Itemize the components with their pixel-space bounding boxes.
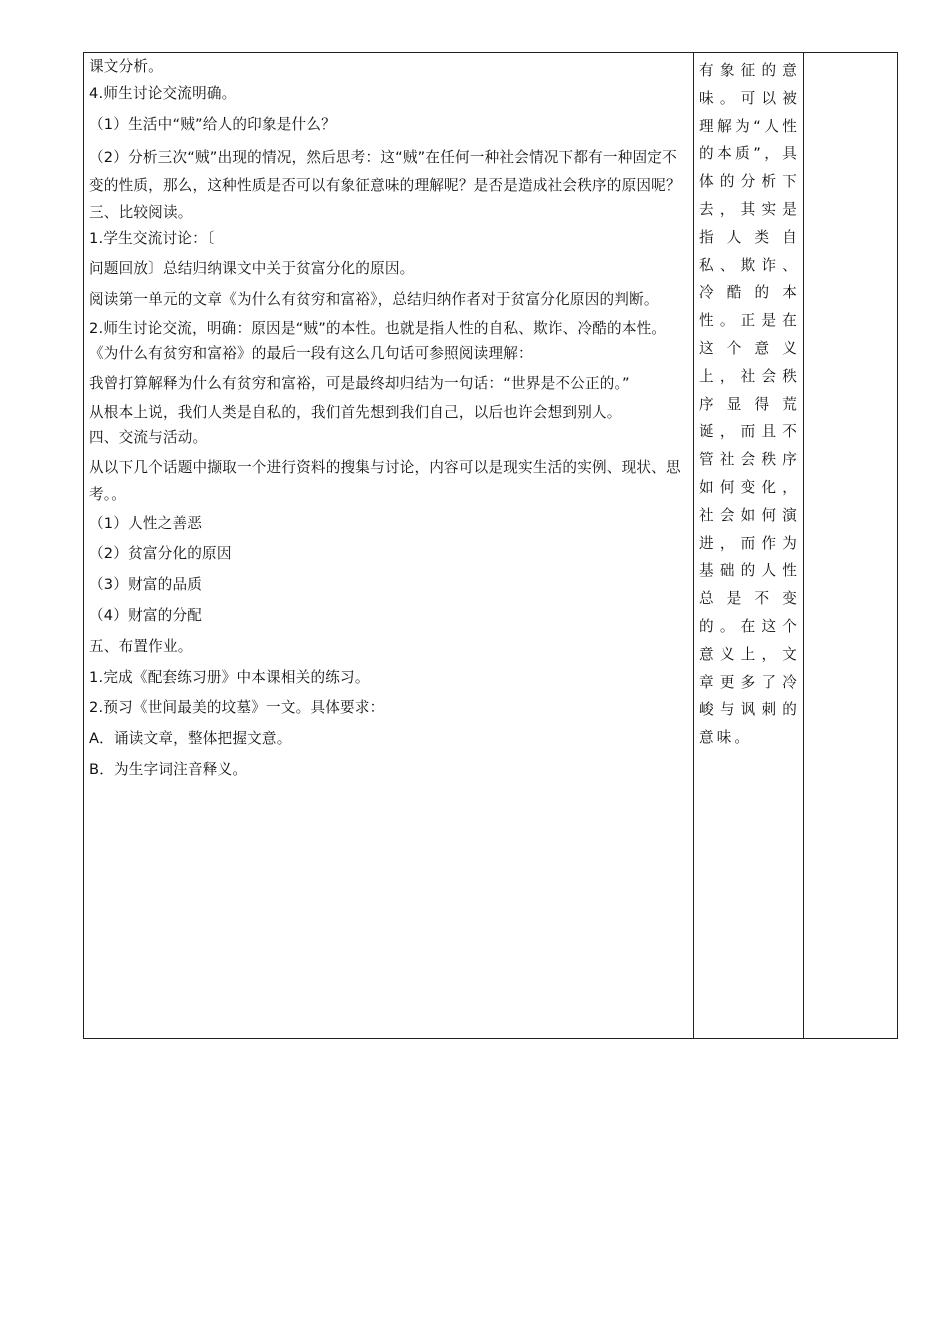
list-item: （3）财富的品质 xyxy=(89,576,203,594)
section-heading: 五、布置作业。 xyxy=(89,637,193,655)
list-item: （1）人性之善恶 xyxy=(89,514,203,532)
text-line: （1）生活中“贼”给人的印象是什么？ xyxy=(89,115,336,133)
text-paragraph: 从以下几个话题中撷取一个进行资料的搜集与讨论，内容可以是现实生活的实例、现状、思考。。 xyxy=(89,458,681,503)
quotation: 我曾打算解释为什么有贫穷和富裕，可是最终却归结为一句话：“世界是不公正的。” xyxy=(89,374,630,392)
design-note-text: 有象征的意味。可以被理解为“人性的本质”，具体的分析下去，其实是指人类自私、欺诈、冷酷的本性。正是在这个意义上，社会秩序显得荒诞，而且不管社会秩序如何变化，社会如何演进，而作为基础的人性总是不变的。在这个意义上，文章更多了冷峻与讽刺的意味。 xyxy=(699,62,800,747)
text-line: 课文分析。 xyxy=(89,58,163,75)
list-item: （2）贫富分化的原因 xyxy=(89,545,232,563)
section-heading: 四、交流与活动。 xyxy=(89,428,208,446)
text-paragraph: 阅读第一单元的文章《为什么有贫穷和富裕》，总结归纳作者对于贫富分化原因的判断。 xyxy=(89,290,659,308)
text-line: 问题回放〕总结归纳课文中关于贫富分化的原因。 xyxy=(89,259,415,277)
text-line: 4.师生讨论交流明确。 xyxy=(89,85,237,102)
table-row xyxy=(84,53,898,1039)
text-paragraph: （2）分析三次“贼”出现的情况，然后思考：这“贼”在任何一种社会情况下都有一种固定不变的性质，那么，这种性质是否可以有象征意味的理解呢？是否是造成社会秩序的原因呢？ xyxy=(89,148,681,195)
quotation: 从根本上说，我们人类是自私的，我们首先想到我们自己，以后也许会想到别人。 xyxy=(89,403,622,421)
blank-cell xyxy=(804,53,898,1039)
text-line: 《为什么有贫穷和富裕》的最后一段有这么几句话可参照阅读理解： xyxy=(89,344,533,362)
homework-requirement: B．为生字词注音释义。 xyxy=(89,760,248,778)
section-heading: 三、比较阅读。 xyxy=(89,203,193,221)
homework-item: 2.预习《世间最美的坟墓》一文。具体要求： xyxy=(89,699,385,717)
list-item: （4）财富的分配 xyxy=(89,606,203,624)
homework-item: 1.完成《配套练习册》中本课相关的练习。 xyxy=(89,668,370,686)
text-paragraph: 2.师生讨论交流，明确：原因是“贼”的本性。也就是指人性的自私、欺诈、冷酷的本性。 xyxy=(89,319,667,337)
lesson-plan-table xyxy=(83,52,898,1039)
design-notes-cell xyxy=(694,53,804,1039)
teaching-process-cell xyxy=(84,53,694,1039)
text-line: 1.学生交流讨论：〔 xyxy=(89,229,215,247)
homework-requirement: A．诵读文章，整体把握文意。 xyxy=(89,730,292,748)
